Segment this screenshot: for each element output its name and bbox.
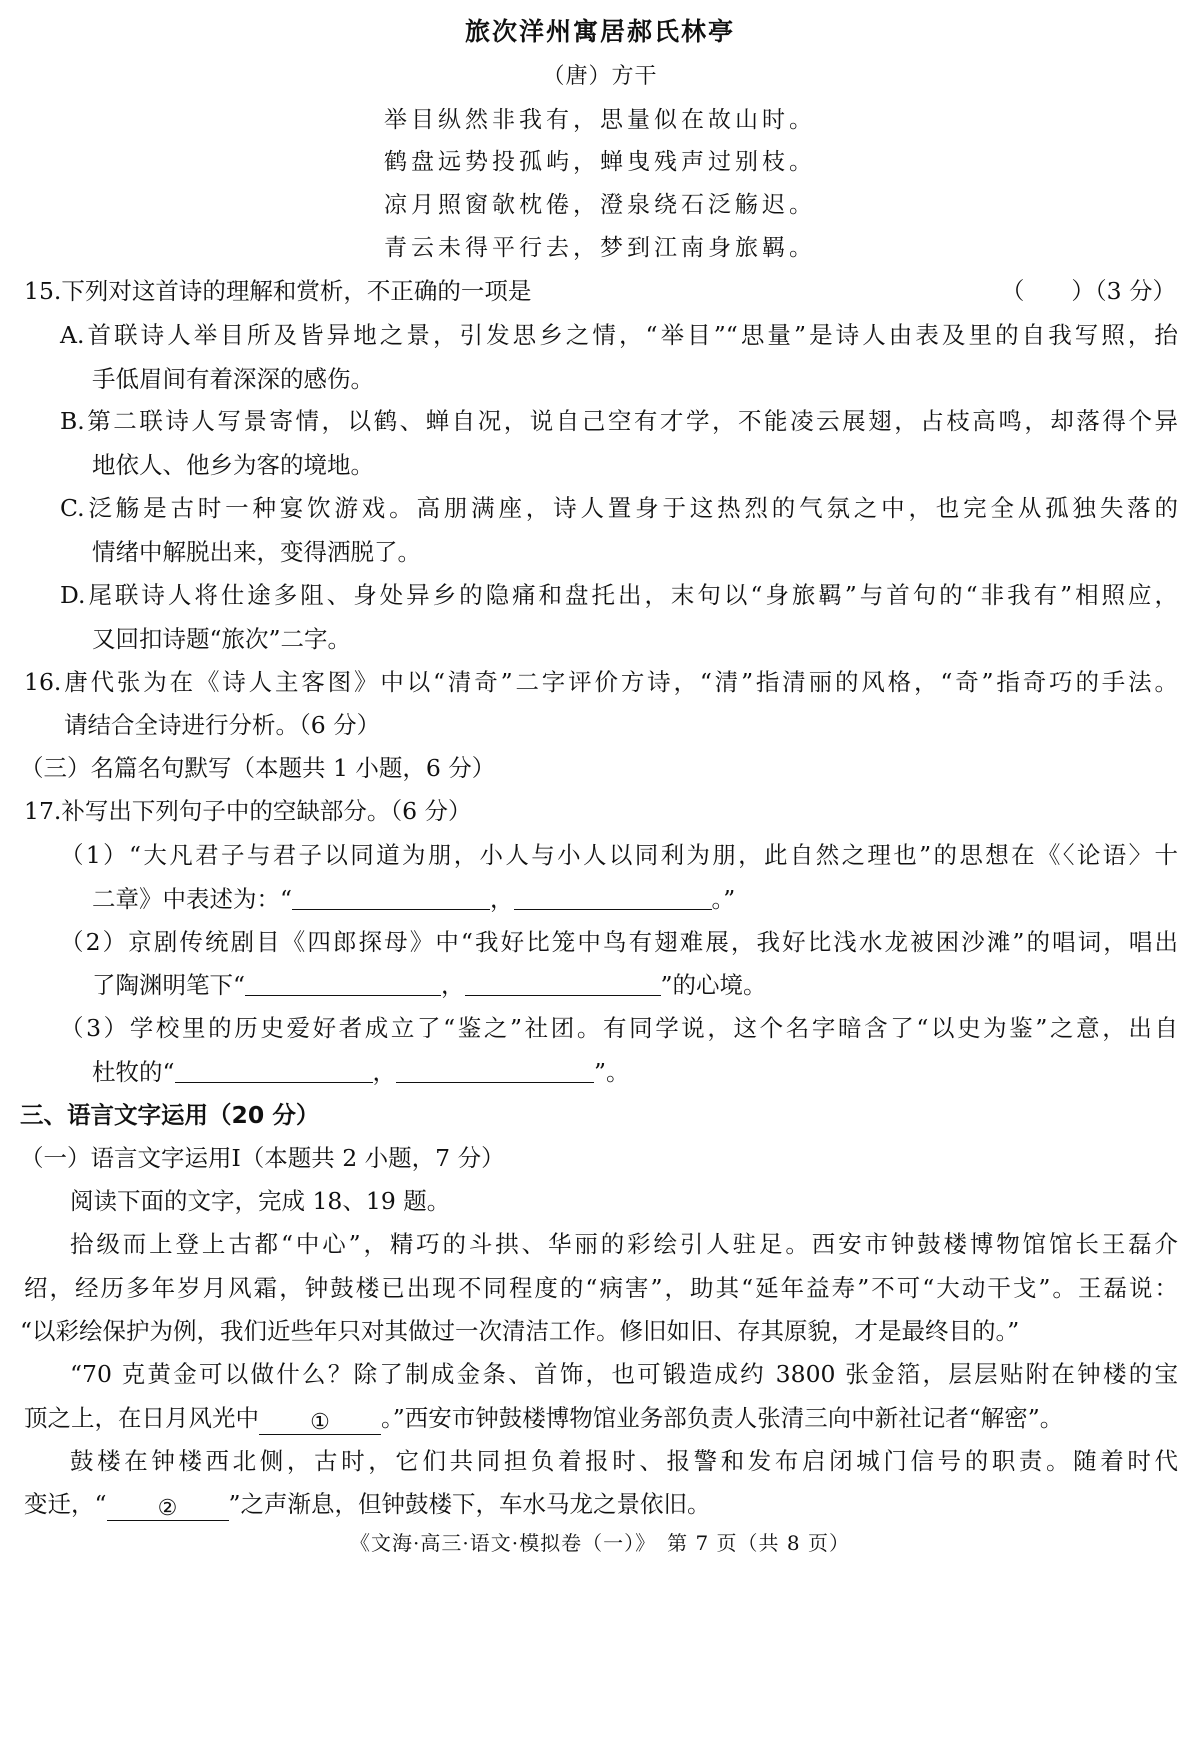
q17-sentence-1-cont xyxy=(92,884,735,914)
q17-s3-suffix: ”。 xyxy=(594,1058,630,1086)
q17-s2-prefix: 了陶渊明笔下“ xyxy=(92,971,246,999)
passage-p3-prefix: 变迁，“ xyxy=(24,1490,107,1518)
passage-p2-suffix: 。”西安市钟鼓楼博物馆业务部负责人张清三向中新社记者“解密”。 xyxy=(381,1404,1064,1432)
q15-answer-bracket: （ ）（3 分） xyxy=(1000,277,1176,305)
passage-p1-line-3: “以彩绘保护为例，我们近些年只对其做过一次清洁工作。修旧如旧、存其原貌，才是最终目的。” xyxy=(20,1317,1020,1345)
q17-sentence-3: （3）学校里的历史爱好者成立了“鉴之”社团。有同学说，这个名字暗含了“以史为鉴”之意，出自 xyxy=(60,1014,1178,1042)
subsection-1-heading: （一）语言文字运用Ⅰ（本题共 2 小题，7 分） xyxy=(20,1144,505,1172)
passage-blank-2[interactable]: ② xyxy=(107,1496,229,1521)
q15-option-b-cont: 地依人、他乡为客的境地。 xyxy=(92,451,374,479)
poem-line-1: 举目纵然非我有，思量似在故山时。 xyxy=(384,107,816,133)
q17-sentence-3-cont xyxy=(92,1057,630,1087)
passage-p3-line-1: 鼓楼在钟楼西北侧，古时，它们共同担负着报时、报警和发布启闭城门信号的职责。随着时代 xyxy=(70,1447,1178,1475)
q17-s1-blank-1[interactable] xyxy=(292,885,490,910)
q17-s2-blank-1[interactable] xyxy=(245,971,441,996)
poem-line-4: 青云未得平行去，梦到江南身旅羁。 xyxy=(384,235,816,261)
q15-option-a-cont: 手低眉间有着深深的感伤。 xyxy=(92,365,374,393)
q17-s3-comma: ， xyxy=(372,1058,397,1086)
passage-p3-line-2 xyxy=(24,1489,711,1521)
q15-option-c-cont: 情绪中解脱出来，变得洒脱了。 xyxy=(92,538,421,566)
q17-s2-blank-2[interactable] xyxy=(465,971,661,996)
q17-s1-suffix: 。” xyxy=(711,885,736,913)
part-3-heading: 三、语言文字运用（20 分） xyxy=(20,1101,320,1129)
q17-s3-blank-2[interactable] xyxy=(396,1058,594,1083)
passage-p2-prefix: 顶之上，在日月风光中 xyxy=(24,1404,259,1432)
q17-s1-comma: ， xyxy=(490,885,514,913)
q17-sentence-2: （2）京剧传统剧目《四郎探母》中“我好比笼中鸟有翅难展，我好比浅水龙被困沙滩”的唱词，唱出 xyxy=(60,928,1178,956)
passage-p1-line-1: 拾级而上登上古都“中心”，精巧的斗拱、华丽的彩绘引人驻足。西安市钟鼓楼博物馆馆长王磊介 xyxy=(70,1230,1178,1258)
reading-instruction: 阅读下面的文字，完成 18、19 题。 xyxy=(70,1187,451,1215)
poem-line-2: 鹤盘远势投孤屿，蝉曳残声过别枝。 xyxy=(384,149,816,175)
passage-p2-line-2 xyxy=(24,1403,1063,1435)
poem-line-3: 凉月照窗欹枕倦，澄泉绕石泛觞迟。 xyxy=(384,192,816,218)
poem-title: 旅次洋州寓居郝氏林亭 xyxy=(464,17,735,46)
q17-s1-prefix: 二章》中表述为：“ xyxy=(92,885,293,913)
passage-p2-line-1: “70 克黄金可以做什么？除了制成金条、首饰，也可锻造成约 3800 张金箔，层层贴附在钟楼的宝 xyxy=(70,1360,1178,1388)
q15-option-c: C.泛觞是古时一种宴饮游戏。高朋满座，诗人置身于这热烈的气氛之中，也完全从孤独失落的 xyxy=(60,494,1178,522)
q17-sentence-2-cont xyxy=(92,970,767,1000)
q16-stem-cont: 请结合全诗进行分析。（6 分） xyxy=(64,711,381,739)
q15-option-d: D.尾联诗人将仕途多阻、身处异乡的隐痛和盘托出，末句以“身旅羁”与首句的“非我有”相照应， xyxy=(60,581,1178,609)
q15-option-d-cont: 又回扣诗题“旅次”二字。 xyxy=(92,625,352,653)
poem-author: （唐）方干 xyxy=(542,64,658,89)
passage-p3-suffix: ”之声渐息，但钟鼓楼下，车水马龙之景依旧。 xyxy=(228,1490,711,1518)
q17-stem: 17.补写出下列句子中的空缺部分。（6 分） xyxy=(24,797,472,825)
q17-s2-comma: ， xyxy=(441,971,465,999)
q17-s3-prefix: 杜牧的“ xyxy=(92,1058,175,1086)
q15-stem: 15.下列对这首诗的理解和赏析，不正确的一项是 xyxy=(24,277,532,305)
q16-stem: 16.唐代张为在《诗人主客图》中以“清奇”二字评价方诗，“清”指清丽的风格，“奇”指奇巧的手法。 xyxy=(24,668,1178,696)
section-3-heading: （三）名篇名句默写（本题共 1 小题，6 分） xyxy=(20,754,496,782)
q15-option-b: B.第二联诗人写景寄情，以鹤、蝉自况，说自己空有才学，不能凌云展翅，占枝高鸣，却落得个异 xyxy=(60,407,1178,435)
q17-s1-blank-2[interactable] xyxy=(514,885,712,910)
q15-option-a: A.首联诗人举目所及皆异地之景，引发思乡之情，“举目”“思量”是诗人由表及里的自我写照，抬 xyxy=(60,321,1178,349)
page-footer: 《文海·高三·语文·模拟卷（一）》 第 7 页（共 8 页） xyxy=(350,1531,850,1555)
q17-sentence-1: （1）“大凡君子与君子以同道为朋，小人与小人以同利为朋，此自然之理也”的思想在《〈论语〉十 xyxy=(60,841,1178,869)
passage-p1-line-2: 绍，经历多年岁月风霜，钟鼓楼已出现不同程度的“病害”，助其“延年益寿”不可“大动干戈”。王磊说： xyxy=(24,1274,1178,1302)
q17-s2-suffix: ”的心境。 xyxy=(660,971,767,999)
passage-blank-1[interactable]: ① xyxy=(259,1410,381,1435)
q17-s3-blank-1[interactable] xyxy=(175,1058,373,1083)
